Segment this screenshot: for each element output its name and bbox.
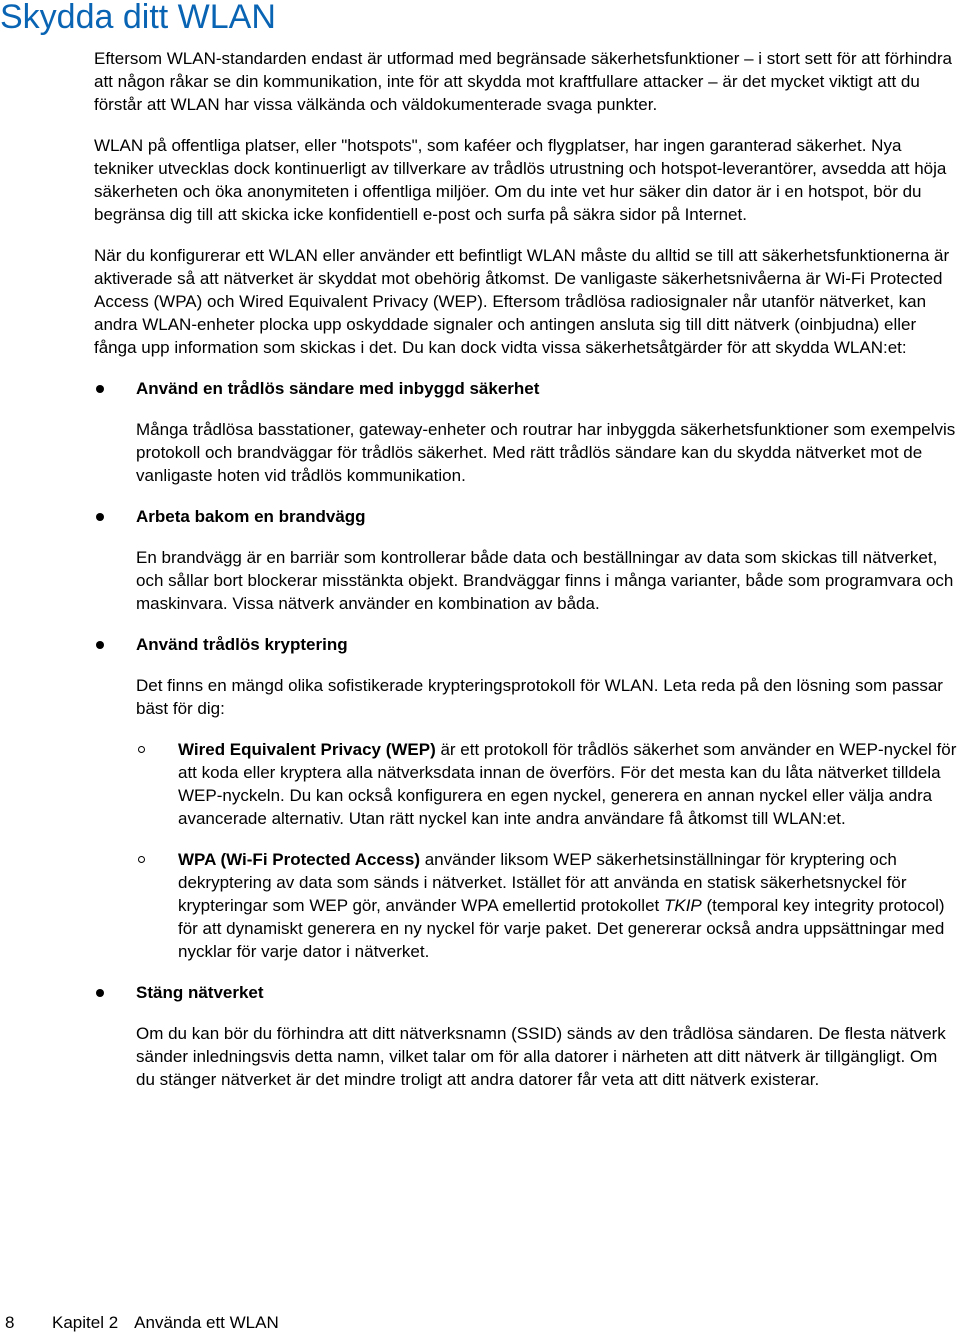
- configuration-paragraph: När du konfigurerar ett WLAN eller använder ett befintligt WLAN måste du alltid se till att säkerhetsfunktionerna är aktiverade så att nätverket är skyddat mot obehörig åtkomst. De vanligaste säkerhetsnivåerna är Wi-Fi Protected Access (WPA) och Wired Equivalent Privacy (WEP). Eftersom trådlösa radiosignaler når utanför nätverket, kan andra WLAN-enheter plocka upp oskyddade signaler och antingen ansluta sig till ditt nätverk (oinbjudna) eller fånga upp information som skickas i det. Du kan dock vidta vissa säkerhetsåtgärder för att skydda WLAN:et:: [94, 246, 950, 357]
- chapter-title: Använda ett WLAN: [134, 1313, 279, 1332]
- sub-list-item-wep: [136, 738, 960, 830]
- list-item-heading: Använd trådlös kryptering: [136, 635, 348, 654]
- list-item-body: Om du kan bör du förhindra att ditt nätverksnamn (SSID) sänds av den trådlösa sändaren. De flesta nätverk sänder inledningsvis detta namn, vilket talar om för alla datorer i närheten att ditt nätverk är tillgängligt. Om du stänger nätverket är det mindre troligt att andra datorer får veta att ditt nätverk existerar.: [136, 1024, 946, 1089]
- list-item: [94, 505, 960, 615]
- wep-description: är ett protokoll för trådlös säkerhet som använder en WEP-nyckel för att koda eller kryptera alla nätverksdata innan de överförs. För det mesta kan du låta nätverket tilldela WEP-nyckeln. Du kan också konfigurera en egen nyckel, generera en annan nyckel eller välja andra avancerade alternativ. Utan rätt nyckel kan inte andra användare få åtkomst till WLAN:et.: [178, 740, 957, 828]
- bullet-icon: [96, 385, 104, 393]
- bullet-icon: [96, 989, 104, 997]
- document-body: [94, 47, 960, 1109]
- list-item: [94, 981, 960, 1091]
- sub-list-item-wpa: [136, 848, 960, 963]
- list-item: [94, 633, 960, 963]
- list-item-heading: Stäng nätverket: [136, 983, 264, 1002]
- list-item: [94, 377, 960, 487]
- circle-bullet-icon: [138, 856, 145, 863]
- chapter-label: Kapitel 2: [52, 1313, 119, 1332]
- list-item-heading: Arbeta bakom en brandvägg: [136, 507, 366, 526]
- security-measures-list: [94, 377, 960, 1091]
- circle-bullet-icon: [138, 746, 145, 753]
- bullet-icon: [96, 513, 104, 521]
- page-footer: [5, 1311, 279, 1334]
- list-item-body: En brandvägg är en barriär som kontrollerar både data och beställningar av data som skickas till nätverket, och sållar bort blockerar misstänkta objekt. Brandväggar finns i många varianter, både som programvara och maskinvara. Vissa nätverk använder en kombination av båda.: [136, 548, 954, 613]
- page-title: Skydda ditt WLAN: [0, 0, 276, 36]
- bullet-icon: [96, 641, 104, 649]
- term-wpa: WPA (Wi-Fi Protected Access): [178, 850, 420, 869]
- tkip-term: TKIP: [663, 896, 702, 915]
- term-wep: Wired Equivalent Privacy (WEP): [178, 740, 436, 759]
- hotspot-paragraph: WLAN på offentliga platser, eller "hotspots", som kaféer och flygplatser, har ingen garanterad säkerhet. Nya tekniker utvecklas dock kontinuerligt av tillverkare av trådlös utrustning och hotspot-leverantörer, avsedda att höja säkerheten och öka anonymiteten i offentliga miljöer. Om du inte vet hur säker din dator är i en hotspot, bör du begränsa dig till att skicka icke konfidentiell e-post och surfa på säkra sidor på Internet.: [94, 136, 947, 224]
- encryption-protocols-list: [136, 738, 960, 963]
- intro-paragraph: Eftersom WLAN-standarden endast är utformad med begränsade säkerhetsfunktioner – i stort sett för att förhindra att någon råkar se din kommunikation, inte för att skydda mot kraftfullare attacker – är det mycket viktigt att du förstår att WLAN har vissa välkända och väldokumenterade svaga punkter.: [94, 49, 952, 114]
- wpa-description-start: använder liksom WEP säkerhetsinställningar för kryptering och dekryptering av data som sänds i nätverket. Istället för att använda en statisk säkerhetsnyckel för krypteringar som WEP gör, använder WPA emellertid protokollet: [178, 850, 907, 915]
- list-item-body: Det finns en mängd olika sofistikerade krypteringsprotokoll för WLAN. Leta reda på den lösning som passar bäst för dig:: [136, 676, 943, 718]
- page-number: 8: [5, 1313, 15, 1332]
- list-item-body: Många trådlösa basstationer, gateway-enheter och routrar har inbyggda säkerhetsfunktioner som exempelvis protokoll och brandväggar för trådlös säkerhet. Med rätt trådlös sändare kan du skydda nätverket mot de vanligaste hoten vid trådlös kommunikation.: [136, 420, 956, 485]
- list-item-heading: Använd en trådlös sändare med inbyggd säkerhet: [136, 379, 540, 398]
- wpa-description-end: (temporal key integrity protocol) för att dynamiskt generera en ny nyckel för varje paket. Det genererar också andra uppsättningar med nycklar för varje dator i nätverket.: [178, 896, 945, 961]
